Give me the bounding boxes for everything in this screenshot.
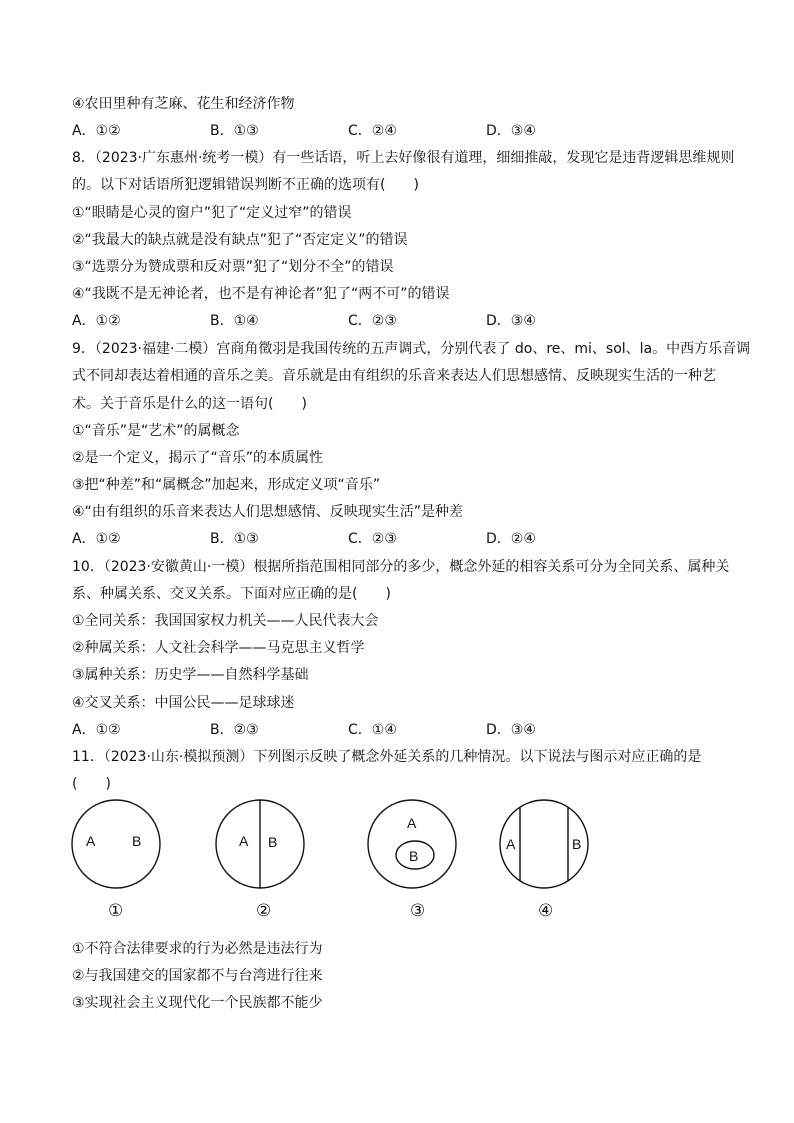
- q11-stem-line-2: ( ): [72, 776, 111, 792]
- q9-stem-line-1: 9．（2023·福建·二模）宫商角徵羽是我国传统的五声调式，分别代表了 do、re、mi、sol、la。中西方乐音调: [72, 341, 751, 357]
- q8-statement-4: ④“我既不是无神论者，也不是有神论者”犯了“两不可”的错误: [72, 286, 450, 302]
- q8-statement-2: ②“我最大的缺点就是没有缺点”犯了“否定定义”的错误: [72, 232, 408, 248]
- q9-statement-2: ②是一个定义，揭示了“音乐”的本质属性: [72, 450, 324, 466]
- q8-stem-line-1: 8．（2023·广东惠州·统考一模）有一些话语，听上去好像很有道理，细细推敲，发现它是违背逻辑思维规则: [72, 150, 735, 166]
- q9-statement-4: ④“由有组织的乐音来表达人们思想感情、反映现实生活”是种差: [72, 504, 464, 520]
- diagram-2-number: ②: [256, 901, 272, 921]
- q7-statement-4: ④农田里种有芝麻、花生和经济作物: [72, 96, 295, 112]
- diagram-4-number: ④: [538, 901, 554, 921]
- q7-option-b: B．①③: [210, 123, 259, 139]
- q10-statement-4: ④交叉关系：中国公民——足球球迷: [72, 695, 295, 711]
- diagram-2-label-a: A: [239, 833, 249, 849]
- diagram-1-label-b: B: [132, 833, 142, 849]
- q8-option-d: D．③④: [486, 313, 536, 329]
- q10-stem-line-1: 10．（2023·安徽黄山·一模）根据所指范围相同部分的多少，概念外延的相容关系可分为全同关系、属种关: [72, 559, 730, 575]
- q7-option-d: D．③④: [486, 123, 536, 139]
- q7-option-c: C．②④: [348, 123, 397, 139]
- q7-option-a: A．①②: [72, 123, 121, 139]
- diagram-3-label-b: B: [409, 848, 419, 864]
- q9-stem-line-2: 式不同却表达着相通的音乐之美。音乐就是由有组织的乐音来表达人们思想感情、反映现实生活的一种艺: [72, 368, 716, 384]
- q8-option-c: C．②③: [348, 313, 397, 329]
- q8-statement-3: ③“选票分为赞成票和反对票”犯了“划分不全”的错误: [72, 259, 394, 275]
- q9-option-a: A．①②: [72, 531, 121, 547]
- diagram-4-label-a: A: [506, 836, 516, 852]
- q10-statement-3: ③属种关系：历史学——自然科学基础: [72, 667, 309, 683]
- q8-stem-line-2: 的。以下对话语所犯逻辑错误判断不正确的选项有( ): [72, 177, 419, 193]
- diagram-3-number: ③: [410, 901, 426, 921]
- concept-relation-svg: [60, 796, 620, 936]
- q9-statement-1: ①“音乐”是“艺术”的属概念: [72, 423, 240, 439]
- diagram-4-label-b: B: [572, 836, 582, 852]
- q10-options: [72, 720, 712, 740]
- q11-statement-2: ②与我国建交的国家都不与台湾进行往来: [72, 968, 323, 984]
- diagram-3-circle: [368, 800, 456, 888]
- q11-statement-3: ③实现社会主义现代化一个民族都不能少: [72, 995, 323, 1011]
- q7-options: [72, 121, 712, 141]
- diagram-2-label-b: B: [268, 834, 278, 850]
- q8-statement-1: ①“眼睛是心灵的窗户”犯了“定义过窄”的错误: [72, 205, 352, 221]
- q11-statement-1: ①不符合法律要求的行为必然是违法行为: [72, 941, 323, 957]
- q10-option-d: D．③④: [486, 722, 536, 738]
- q9-statement-3: ③把“种差”和“属概念”加起来，形成定义项“音乐”: [72, 477, 381, 493]
- q10-stem-line-2: 系、种属关系、交叉关系。下面对应正确的是( ): [72, 586, 391, 602]
- q10-statement-1: ①全同关系：我国国家权力机关——人民代表大会: [72, 613, 379, 629]
- concept-relation-diagrams: [60, 796, 620, 936]
- diagram-1-number: ①: [108, 901, 124, 921]
- diagram-3-label-a: A: [407, 815, 417, 831]
- q9-option-c: C．②③: [348, 531, 397, 547]
- q10-option-a: A．①②: [72, 722, 121, 738]
- q9-options: [72, 529, 712, 549]
- q9-option-d: D．②④: [486, 531, 536, 547]
- q9-option-b: B．①③: [210, 531, 259, 547]
- q8-option-a: A．①②: [72, 313, 121, 329]
- q9-stem-line-3: 术。关于音乐是什么的这一语句( ): [72, 396, 307, 412]
- q10-option-c: C．①④: [348, 722, 397, 738]
- q11-stem-line-1: 11．（2023·山东·模拟预测）下列图示反映了概念外延关系的几种情况。以下说法与图示对应正确的是: [72, 749, 702, 765]
- diagram-1-label-a: A: [86, 833, 96, 849]
- q8-options: [72, 311, 712, 331]
- q8-option-b: B．①④: [210, 313, 259, 329]
- q10-option-b: B．②③: [210, 722, 259, 738]
- q10-statement-2: ②种属关系：人文社会科学——马克思主义哲学: [72, 640, 365, 656]
